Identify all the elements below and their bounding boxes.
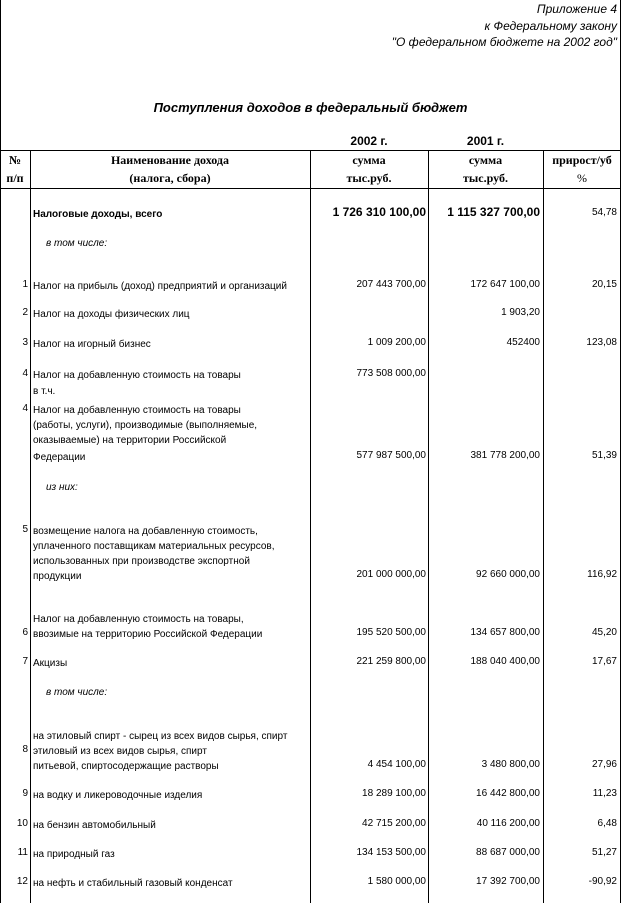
row-value-2001: 134 657 800,00	[470, 627, 540, 638]
row-number: 8	[22, 744, 28, 755]
row-value-2002: 1 726 310 100,00	[332, 205, 426, 219]
row-name-line-4: продукции	[33, 571, 82, 582]
row-value-2002: 134 153 500,00	[356, 847, 426, 858]
row-value-2001: 88 687 000,00	[476, 847, 540, 858]
row-name: на этиловый спирт - сырец из всех видов сырья, спирт	[33, 731, 288, 742]
row-growth: -90,92	[588, 876, 617, 887]
year-2002-label: 2002 г.	[350, 134, 388, 148]
row-name-line-2: ввозимые на территорию Российской Федерации	[33, 629, 263, 640]
row-name: на нефть и стабильный газовый конденсат	[33, 878, 233, 889]
col-num-header-2: п/п	[6, 171, 24, 185]
row-value-2002: 195 520 500,00	[356, 627, 426, 638]
row-value-2002: 207 443 700,00	[356, 279, 426, 290]
appendix-line-2: к Федеральному закону	[484, 19, 617, 33]
row-value-2001: 452400	[506, 337, 540, 348]
row-number: 6	[22, 627, 28, 638]
appendix-line-1: Приложение 4	[536, 2, 617, 16]
row-value-2001: 381 778 200,00	[470, 450, 540, 461]
row-number: 4	[22, 368, 28, 379]
row-growth: 6,48	[597, 818, 617, 829]
row-number: 4	[22, 403, 28, 414]
col-growth-header-2: %	[577, 171, 587, 185]
col-2002-header-1: сумма	[352, 153, 386, 167]
row-number: 1	[22, 279, 28, 290]
row-value-2002: 221 259 800,00	[356, 656, 426, 667]
row-number: 2	[22, 307, 28, 318]
row-value-2001: 3 480 800,00	[481, 759, 540, 770]
col-name-header-1: Наименование дохода	[110, 153, 230, 167]
row-value-2002: 42 715 200,00	[362, 818, 426, 829]
row-value-2002: 1 580 000,00	[367, 876, 426, 887]
year-2001-label: 2001 г.	[466, 134, 505, 148]
row-name-line-2: уплаченного поставщикам материальных ресурсов,	[33, 541, 275, 552]
col-name-header-2: (налога, сбора)	[129, 171, 211, 185]
row-value-2002: 1 009 200,00	[367, 337, 426, 348]
row-name-line-3: питьевой, спиртосодержащие растворы	[33, 761, 219, 772]
row-name: на природный газ	[33, 849, 115, 860]
row-name-line-4: Федерации	[33, 452, 86, 463]
row-number: 7	[22, 656, 28, 667]
document-title: Поступления доходов в федеральный бюджет	[153, 100, 468, 115]
row-number: 11	[17, 847, 28, 858]
col-2001-header-2: тыс.руб.	[463, 171, 508, 185]
row-growth: 11,23	[592, 788, 617, 799]
row-growth: 51,39	[591, 450, 617, 461]
row-number: 9	[22, 788, 28, 799]
row-name-line-2: этиловый из всех видов сырья, спирт	[33, 746, 207, 757]
row-name: Налог на добавленную стоимость на товары	[33, 370, 241, 381]
row-name: Налог на добавленную стоимость на товары,	[33, 614, 244, 625]
row-value-2001: 1 903,20	[501, 307, 540, 318]
row-value-2002: 18 289 100,00	[362, 788, 426, 799]
column-divider-num	[30, 150, 31, 903]
row-name: на водку и ликероводочные изделия	[33, 790, 203, 801]
row-value-2002: 773 508 000,00	[356, 368, 426, 379]
row-number: 3	[22, 337, 28, 348]
row-name-line-3: оказываемые) на территории Российской	[33, 435, 227, 446]
row-growth: 45,20	[591, 627, 617, 638]
row-number: 5	[22, 524, 28, 535]
row-name: в том числе:	[46, 687, 108, 698]
col-num-header-1: №	[8, 153, 22, 167]
row-value-2001: 40 116 200,00	[476, 818, 540, 829]
row-value-2001: 1 115 327 700,00	[447, 205, 540, 219]
row-value-2002: 4 454 100,00	[367, 759, 426, 770]
row-value-2001: 172 647 100,00	[470, 279, 540, 290]
row-growth: 51,27	[591, 847, 617, 858]
col-2001-header-1: сумма	[468, 153, 503, 167]
row-value-2001: 188 040 400,00	[470, 656, 540, 667]
row-name: возмещение налога на добавленную стоимость,	[33, 526, 258, 537]
row-growth: 54,78	[591, 207, 617, 218]
row-number: 10	[16, 818, 28, 829]
col-2002-header-2: тыс.руб.	[346, 171, 392, 185]
row-value-2001: 92 660 000,00	[476, 569, 540, 580]
row-name-line-3: использованных при производстве экспортной	[33, 556, 250, 567]
row-name-line-2: (работы, услуги), производимые (выполняемые,	[33, 420, 258, 431]
row-name: на бензин автомобильный	[33, 820, 156, 831]
row-value-2002: 201 000 000,00	[356, 569, 426, 580]
row-name: в том числе:	[46, 238, 108, 249]
row-number: 12	[16, 876, 28, 887]
row-value-2001: 16 442 800,00	[476, 788, 540, 799]
appendix-line-3: "О федеральном бюджете на 2002 год"	[391, 35, 617, 49]
row-name: Налог на игорный бизнес	[33, 339, 151, 350]
row-value-2002: 577 987 500,00	[356, 450, 426, 461]
row-name: Налог на доходы физических лиц	[33, 309, 190, 320]
row-growth: 17,67	[591, 656, 617, 667]
row-name: из них:	[46, 482, 78, 493]
row-name-line-2: в т.ч.	[33, 386, 56, 397]
row-growth: 123,08	[586, 337, 617, 348]
col-growth-header-1: прирост/уб	[552, 153, 612, 167]
row-growth: 116,92	[587, 569, 617, 580]
row-name: Налоговые доходы, всего	[33, 209, 163, 220]
row-value-2001: 17 392 700,00	[476, 876, 540, 887]
row-name: Налог на прибыль (доход) предприятий и организаций	[33, 281, 287, 292]
row-growth: 20,15	[591, 279, 617, 290]
row-name: Акцизы	[33, 658, 68, 669]
row-growth: 27,96	[591, 759, 617, 770]
row-name: Налог на добавленную стоимость на товары	[33, 405, 241, 416]
